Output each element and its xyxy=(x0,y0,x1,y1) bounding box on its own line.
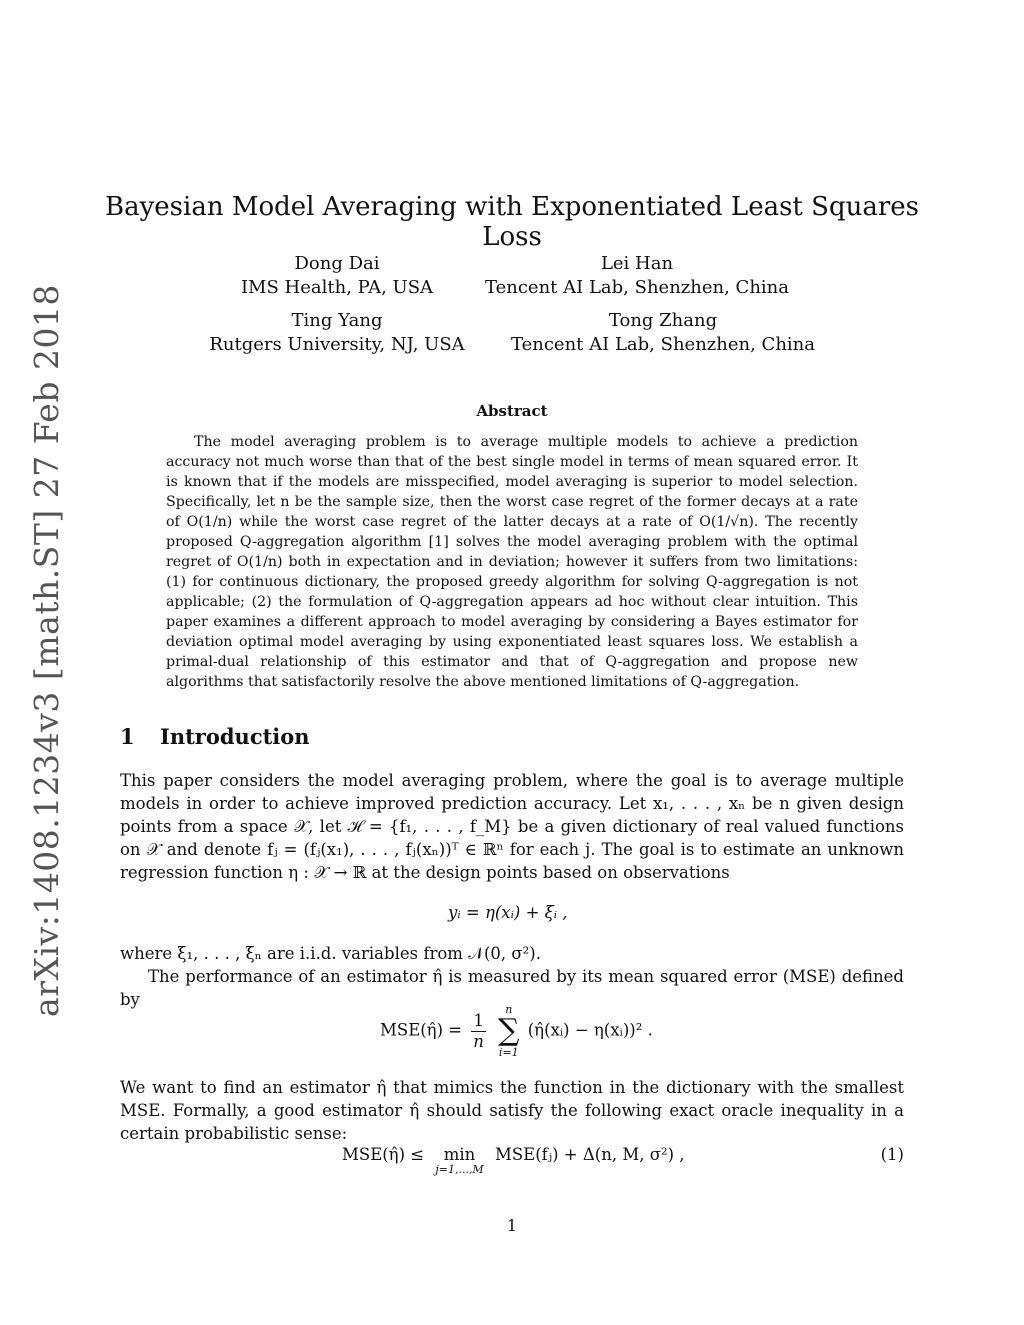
observation-equation: yᵢ = η(xᵢ) + ξᵢ , xyxy=(448,903,568,922)
min-label: min xyxy=(443,1145,476,1164)
author-affiliation: Tencent AI Lab, Shenzhen, China xyxy=(511,334,815,355)
fraction-numerator: 1 xyxy=(473,1010,484,1030)
author-block xyxy=(167,309,507,357)
summation xyxy=(498,1003,519,1059)
abstract-text: The model averaging problem is to average multiple models to achieve a prediction accuracy not much worse than that of the best single model in terms of mean squared error. It is known that if the models are misspecified, model averaging is superior to model selection. Specifically, let n be the sample size, then the worst case regret of the former decays at a rate of O(1/n) while the worst case regret of the latter decays at a rate of O(1/√n). The recently proposed Q-aggregation algorithm [1] solves the model averaging problem with the optimal regret of O(1/n) both in expectation and in deviation; however it suffers from two limitations: (1) for continuous dictionary, the proposed greedy algorithm for solving Q-aggregation is not applicable; (2) the formulation of Q-aggregation appears ad hoc without clear intuition. This paper examines a different approach to model averaging by considering a Bayes estimator for deviation optimal model averaging by using exponentiated least squares loss. We establish a primal-dual relationship of this estimator and that of Q-aggregation and propose new algorithms that satisfactorily resolve the above mentioned limitations of Q-aggregation. xyxy=(166,434,858,690)
author-affiliation: Tencent AI Lab, Shenzhen, China xyxy=(485,277,789,298)
author-name: Tong Zhang xyxy=(608,310,718,331)
oracle-inequality xyxy=(342,1145,685,1176)
author-affiliation: Rutgers University, NJ, USA xyxy=(209,334,465,355)
fraction-denominator: n xyxy=(473,1031,484,1051)
mse-rhs: (η̂(xᵢ) − η(xᵢ))² . xyxy=(527,1020,653,1040)
paper-title: Bayesian Model Averaging with Exponentiated Least Squares Loss xyxy=(105,192,919,252)
author-block xyxy=(167,252,507,300)
oracle-lhs: MSE(η̂) ≤ xyxy=(342,1145,425,1164)
author-name: Lei Han xyxy=(600,253,674,274)
min-operator xyxy=(435,1145,483,1176)
author-block xyxy=(467,252,807,300)
mse-equation xyxy=(380,1003,653,1059)
author-affiliation: IMS Health, PA, USA xyxy=(240,277,434,298)
mse-intro-paragraph: The performance of an estimator η̂ is measured by its mean squared error (MSE) defined by xyxy=(120,967,904,1009)
page-number: 1 xyxy=(506,1216,518,1235)
section-title: Introduction xyxy=(160,724,310,749)
sum-upper-limit: n xyxy=(505,1003,513,1016)
noise-paragraph: where ξ₁, . . . , ξₙ are i.i.d. variables from 𝒩(0, σ²). xyxy=(120,944,541,963)
section-number: 1 xyxy=(120,724,135,749)
author-block xyxy=(493,309,833,357)
oracle-rhs: MSE(fⱼ) + Δ(n, M, σ²) , xyxy=(494,1145,685,1164)
mse-lhs: MSE(η̂) = xyxy=(380,1020,463,1040)
abstract-heading: Abstract xyxy=(476,402,548,420)
author-name: Ting Yang xyxy=(291,310,383,331)
mse-fraction xyxy=(471,1011,486,1052)
arxiv-identifier: arXiv:1408.1234v3 [math.ST] 27 Feb 2018 xyxy=(26,283,66,1017)
equation-number: (1) xyxy=(880,1145,904,1164)
section-heading xyxy=(120,724,310,749)
intro-paragraph: This paper considers the model averaging problem, where the goal is to average multiple models in order to achieve improved prediction accuracy. Let x₁, . . . , xₙ be n given design points from a space 𝒳, let ℋ = {f₁, . . . , f_M} be a given dictionary of real valued functions on 𝒳 and denote fⱼ = (fⱼ(x₁), . . . , fⱼ(xₙ))ᵀ ∈ ℝⁿ for each j. The goal is to estimate an unknown regression function η : 𝒳 → ℝ at the design points based on observations xyxy=(120,771,904,882)
author-name: Dong Dai xyxy=(294,253,380,274)
min-subscript: j=1,...,M xyxy=(435,1163,484,1176)
sum-lower-limit: i=1 xyxy=(498,1046,519,1059)
oracle-paragraph: We want to find an estimator η̂ that mimics the function in the dictionary with the smallest MSE. Formally, a good estimator η̂ should satisfy the following exact oracle inequality in a certain probabilistic sense: xyxy=(120,1078,904,1143)
sum-sign: ∑ xyxy=(498,1013,520,1048)
